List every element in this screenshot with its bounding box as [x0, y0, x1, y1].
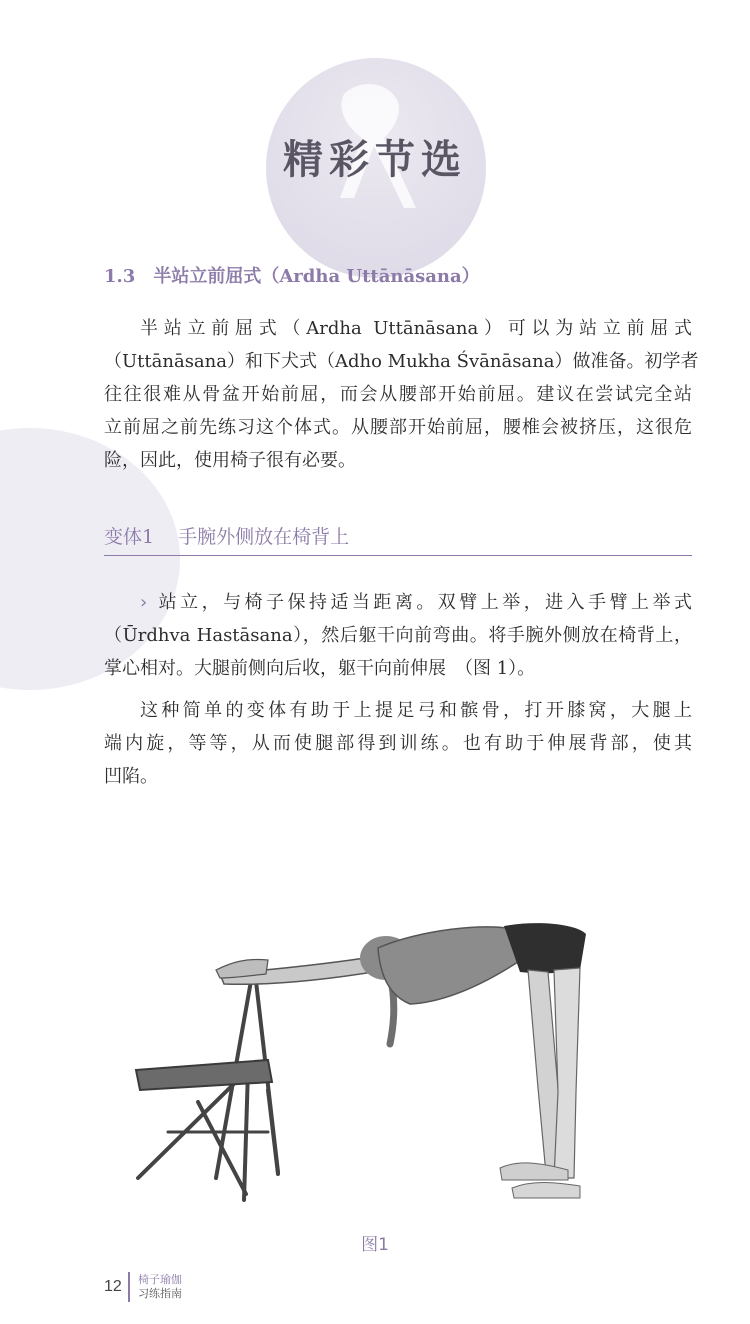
figure-image	[128, 912, 608, 1212]
chevron-right-icon: ›	[140, 592, 148, 613]
page-header-title: 精彩节选	[283, 137, 467, 183]
benefit-paragraph	[104, 694, 692, 793]
paragraph-line: › 站立，与椅子保持适当距离。双臂上举，进入手臂上举式	[140, 592, 692, 613]
paragraph-line: 掌心相对。大腿前侧向后收，躯干向前伸展 （图 1）。	[104, 658, 536, 679]
intro-paragraph	[104, 312, 699, 477]
variant-title: 手腕外侧放在椅背上	[178, 526, 350, 548]
figure-caption: 图1	[361, 1235, 389, 1255]
paragraph-line: （Ūrdhva Hastāsana），然后躯干向前弯曲。将手腕外侧放在椅背上，	[104, 625, 692, 646]
paragraph-line: 半站立前屈式（Ardha Uttānāsana）可以为站立前屈式	[140, 318, 692, 339]
variant-heading	[104, 522, 692, 556]
section-heading	[104, 262, 480, 288]
paragraph-line: 端内旋，等等，从而使腿部得到训练。也有助于伸展背部，使其	[104, 733, 692, 754]
footer-divider	[128, 1272, 130, 1302]
book-title-line2: 习练指南	[138, 1287, 182, 1300]
section-number: 1.3	[104, 266, 136, 287]
paragraph-line: 险，因此，使用椅子很有必要。	[104, 450, 356, 471]
section-title: 半站立前屈式（Ardha Uttānāsana）	[153, 266, 480, 287]
yoga-chair-illustration	[128, 912, 608, 1212]
paragraph-line: （Uttānāsana）和下犬式（Adho Mukha Śvānāsana）做准备。初学者	[104, 351, 699, 372]
paragraph-line: 凹陷。	[104, 766, 158, 787]
page-number: 12	[104, 1278, 122, 1295]
book-title-line1: 椅子瑜伽	[138, 1273, 182, 1286]
paragraph-line: 往往很难从骨盆开始前屈，而会从腰部开始前屈。建议在尝试完全站	[104, 384, 692, 405]
paragraph-line: 立前屈之前先练习这个体式。从腰部开始前屈，腰椎会被挤压，这很危	[104, 417, 692, 438]
instruction-paragraph	[104, 586, 692, 685]
variant-label: 变体1	[104, 526, 155, 548]
paragraph-line: 这种简单的变体有助于上提足弓和髌骨，打开膝窝，大腿上	[140, 700, 692, 721]
